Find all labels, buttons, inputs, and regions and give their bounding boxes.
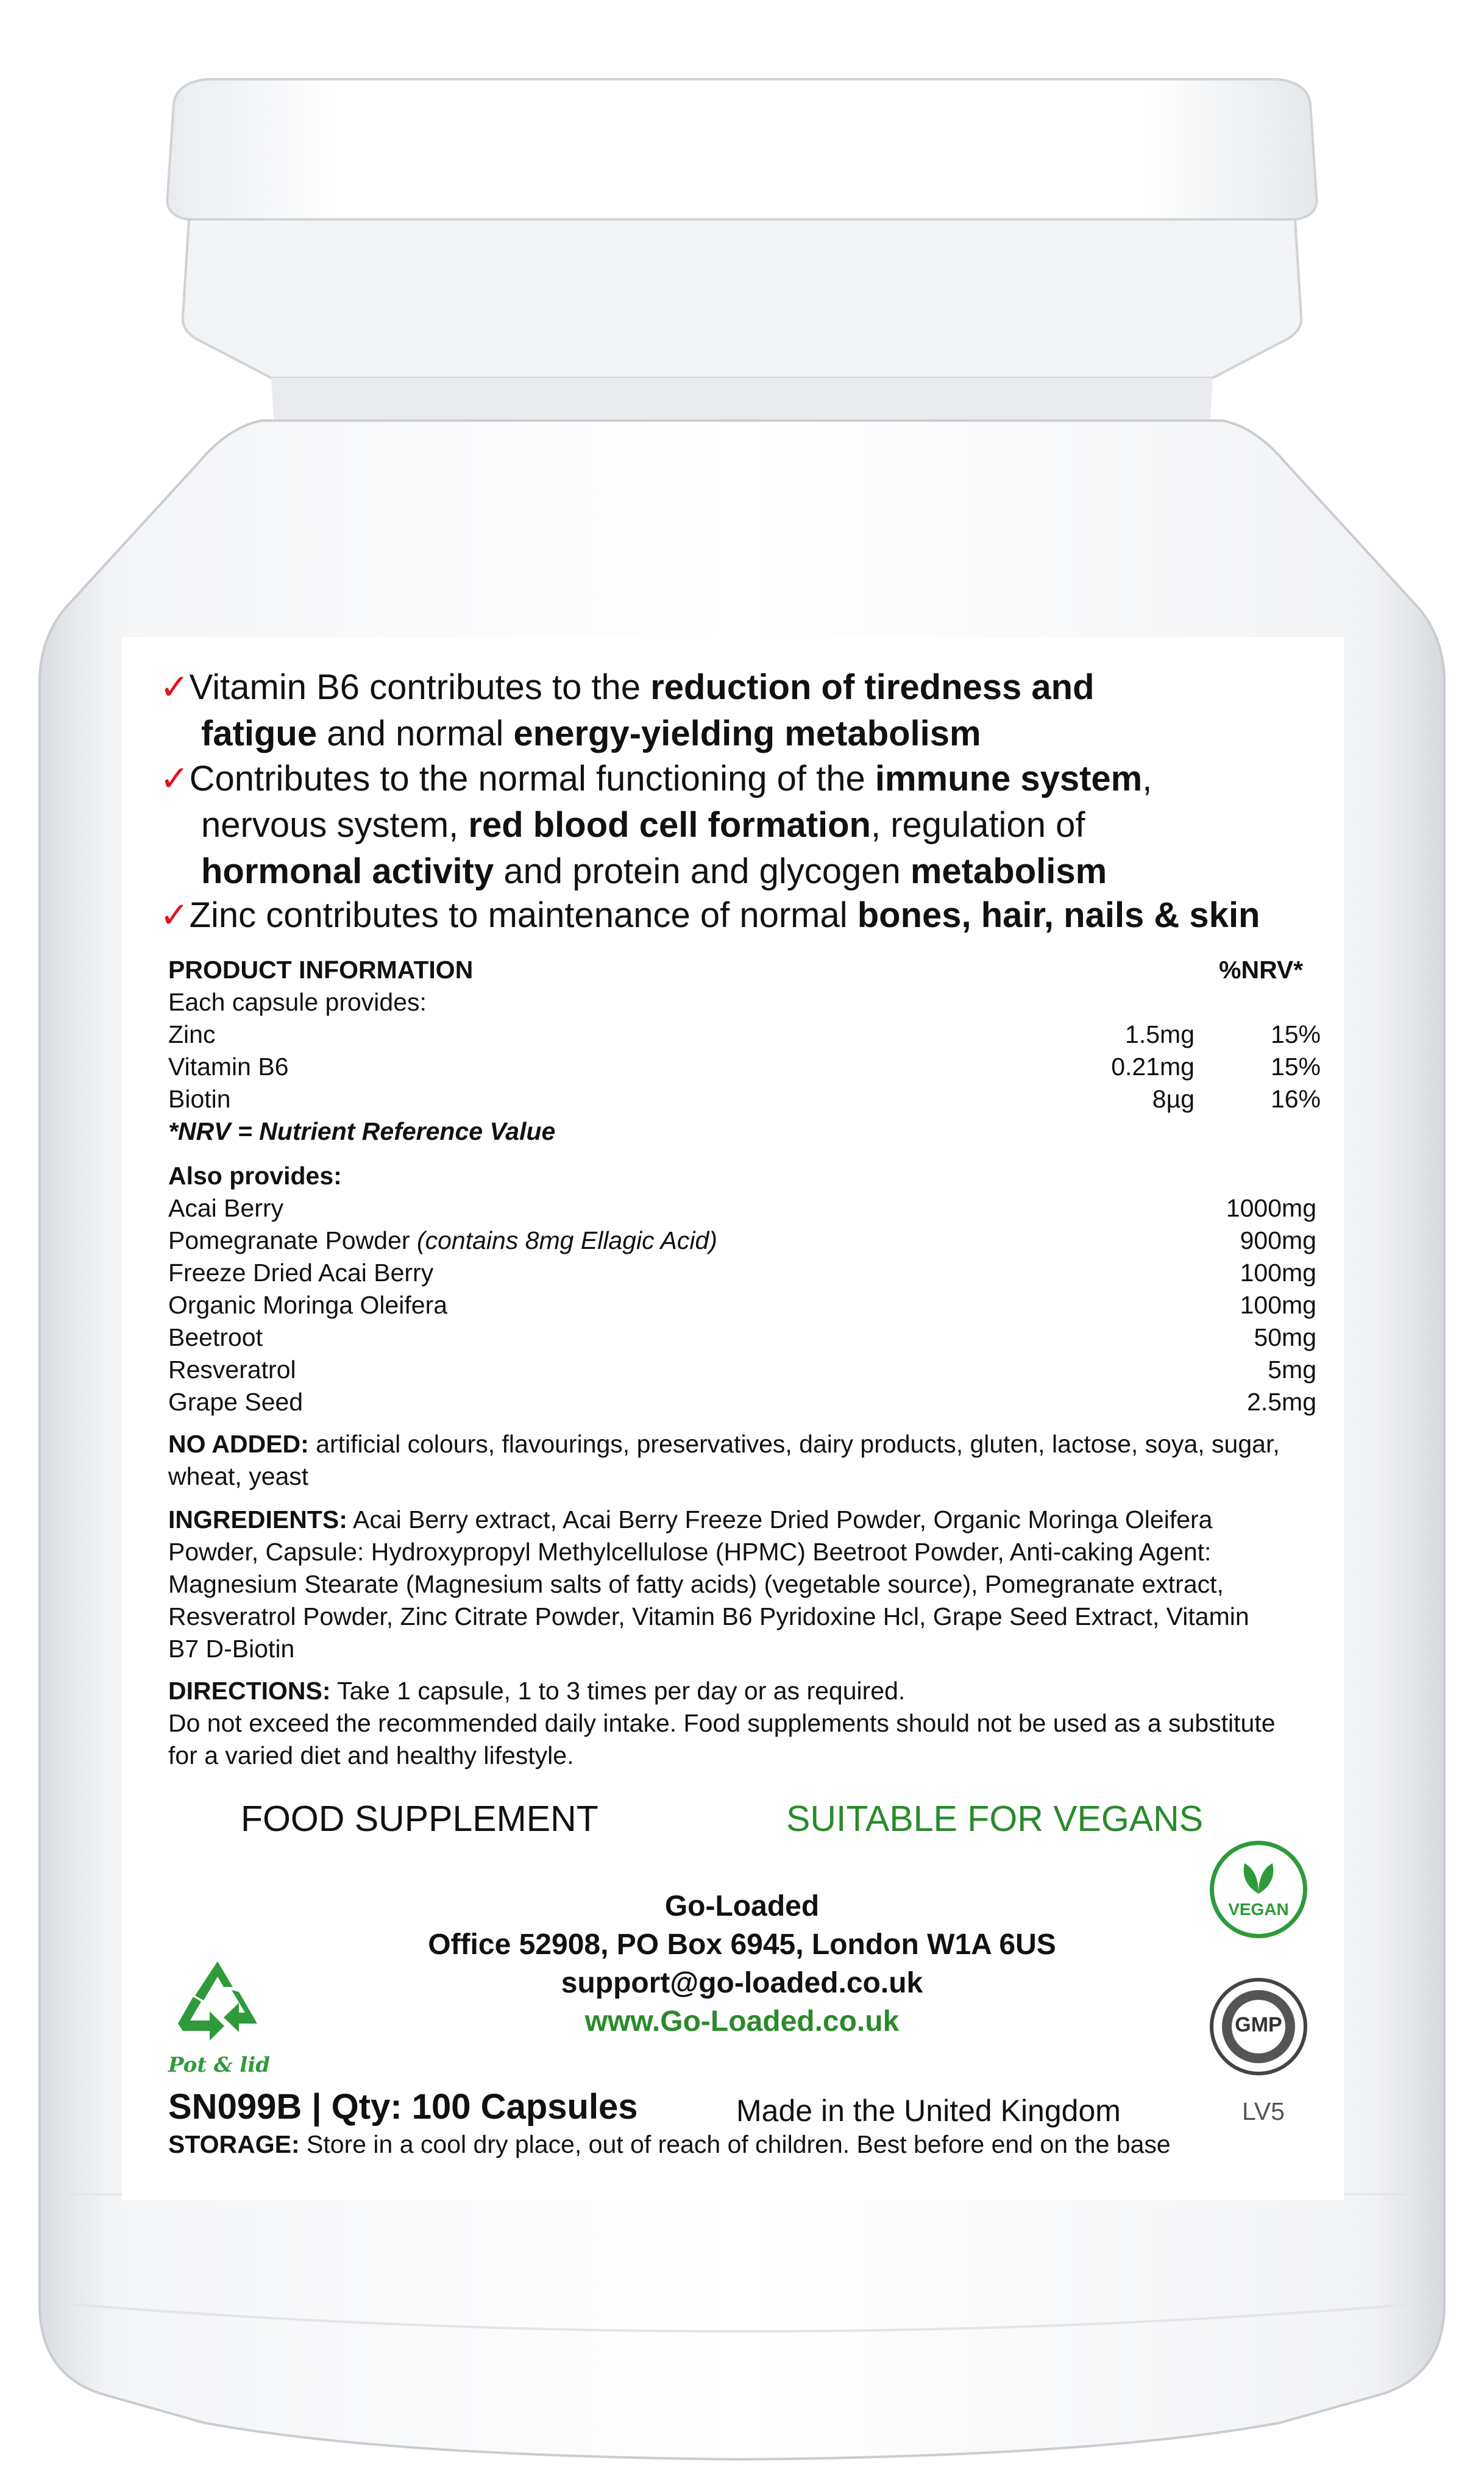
- claim-1-text: Vitamin B6 contributes to the: [189, 667, 651, 707]
- nutrient-amount: 0.21mg: [1111, 1053, 1195, 1081]
- ingredients-label: INGREDIENTS:: [168, 1505, 347, 1534]
- claim-1-bold: reduction of tiredness and: [650, 667, 1095, 707]
- extra-name: Freeze Dried Acai Berry: [168, 1259, 434, 1287]
- sku-qty-line: SN099B | Qty: 100 Capsules: [168, 2087, 638, 2127]
- directions-warning: Do not exceed the recommended daily intake. Food supplements should not be used as a substitute for a varied diet and healthy lifestyle.: [168, 1709, 1276, 1769]
- company-address: Office 52908, PO Box 6945, London W1A 6US: [428, 1928, 1056, 1961]
- food-supplement-label: FOOD SUPPLEMENT: [241, 1799, 598, 1839]
- storage-label: STORAGE:: [168, 2130, 300, 2158]
- nutrient-nrv: 15%: [1270, 1053, 1321, 1081]
- nutrient-amount: 8µg: [1152, 1085, 1195, 1113]
- extra-amount: 1000mg: [1226, 1194, 1316, 1222]
- claim-2-text: Contributes to the normal functioning of the: [189, 759, 875, 798]
- claim-2-bold-4: metabolism: [910, 851, 1107, 891]
- no-added-paragraph: [168, 1428, 1283, 1493]
- extra-name: [168, 1225, 717, 1257]
- directions-label: DIRECTIONS:: [168, 1677, 331, 1705]
- extra-name: Grape Seed: [168, 1388, 304, 1416]
- product-info-heading: PRODUCT INFORMATION: [168, 956, 474, 984]
- directions-paragraph: [168, 1675, 1283, 1772]
- nutrient-name: Zinc: [168, 1020, 216, 1048]
- product-info-subheading: Each capsule provides:: [168, 988, 427, 1016]
- extra-name-text: Pomegranate Powder: [168, 1226, 417, 1254]
- also-provides-heading: Also provides:: [168, 1162, 342, 1190]
- gmp-badge-label: GMP: [1235, 2013, 1282, 2036]
- vegan-badge-label: VEGAN: [1228, 1900, 1289, 1919]
- extra-note: (contains 8mg Ellagic Acid): [416, 1226, 717, 1254]
- extra-amount: 2.5mg: [1247, 1388, 1316, 1416]
- claim-1-bold-3: energy-yielding metabolism: [513, 714, 981, 753]
- extra-amount: 5mg: [1268, 1356, 1316, 1384]
- claim-2-text-2: nervous system,: [201, 805, 469, 845]
- claim-2-tail-2: , regulation of: [870, 805, 1085, 845]
- check-icon: ✓: [160, 667, 190, 707]
- storage-line: [168, 2128, 1171, 2161]
- nrv-footnote: *NRV = Nutrient Reference Value: [168, 1117, 556, 1145]
- claim-2-bold-3: hormonal activity: [201, 851, 494, 891]
- nutrient-nrv: 16%: [1270, 1085, 1321, 1113]
- claim-1: [160, 664, 1095, 757]
- extra-amount: 100mg: [1240, 1259, 1316, 1287]
- no-added-label: NO ADDED:: [168, 1430, 309, 1458]
- extra-amount: 50mg: [1254, 1323, 1316, 1351]
- storage-text: Store in a cool dry place, out of reach of children. Best before end on the base: [299, 2130, 1171, 2158]
- extra-amount: 100mg: [1240, 1291, 1316, 1319]
- nutrient-name: Vitamin B6: [168, 1053, 289, 1081]
- nrv-heading: %NRV*: [1219, 956, 1304, 984]
- claim-2-text-3: and protein and glycogen: [494, 851, 911, 891]
- claim-2-bold-2: red blood cell formation: [468, 805, 871, 845]
- no-added-text: artificial colours, flavourings, preservatives, dairy products, gluten, lactose, soya, sugar, wheat, yeast: [168, 1430, 1280, 1490]
- ingredients-paragraph: [168, 1504, 1283, 1665]
- claim-3-text: Zinc contributes to maintenance of normal: [189, 895, 857, 935]
- claim-2-bold: immune system: [875, 759, 1143, 798]
- nutrient-amount: 1.5mg: [1125, 1020, 1195, 1048]
- vegan-badge: [1210, 1841, 1307, 1938]
- claim-2: [160, 756, 1152, 895]
- extra-name: Organic Moringa Oleifera: [168, 1291, 448, 1319]
- claim-2-tail: ,: [1142, 759, 1152, 798]
- suitable-for-vegans-label: SUITABLE FOR VEGANS: [786, 1799, 1204, 1839]
- extra-name: Resveratrol: [168, 1356, 296, 1384]
- company-email[interactable]: support@go-loaded.co.uk: [561, 1967, 923, 1999]
- nutrient-name: Biotin: [168, 1085, 231, 1113]
- claim-3-bold: bones, hair, nails & skin: [857, 895, 1260, 935]
- company-name: Go-Loaded: [664, 1890, 820, 1922]
- version-code: LV5: [1242, 2097, 1285, 2125]
- extra-name: Acai Berry: [168, 1194, 284, 1222]
- claim-1-text-2: and normal: [317, 714, 514, 753]
- check-icon: ✓: [160, 759, 190, 798]
- extra-name: Beetroot: [168, 1323, 263, 1351]
- gmp-badge: [1210, 1978, 1307, 2075]
- claim-1-bold-2: fatigue: [201, 714, 318, 753]
- check-icon: ✓: [160, 895, 190, 935]
- extra-amount: 900mg: [1240, 1226, 1316, 1254]
- recycle-icon: [166, 1957, 269, 2048]
- company-website[interactable]: www.Go-Loaded.co.uk: [584, 2005, 900, 2038]
- directions-text: Take 1 capsule, 1 to 3 times per day or as required.: [330, 1677, 906, 1705]
- made-in-label: Made in the United Kingdom: [736, 2094, 1121, 2128]
- recycle-label: Pot & lid: [168, 2053, 271, 2077]
- ingredients-text: Acai Berry extract, Acai Berry Freeze Dried Powder, Organic Moringa Oleifera Powder, Capsule: Hydroxypropyl Methylcellulose (HPMC) Beetroot Powder, Anti-caking Agent: Magnesium Stearate (Magnesium salts of fatty acids) (vegetable source), Pomegranate extract, Resveratrol Powder, Zinc Citrate Powder, Vitamin B6 Pyridoxine Hcl, Grape Seed Extract, Vitamin B7 D-Biotin: [168, 1505, 1249, 1663]
- nutrient-nrv: 15%: [1270, 1020, 1321, 1048]
- leaf-icon: [1237, 1858, 1280, 1896]
- claim-3: [160, 892, 1260, 939]
